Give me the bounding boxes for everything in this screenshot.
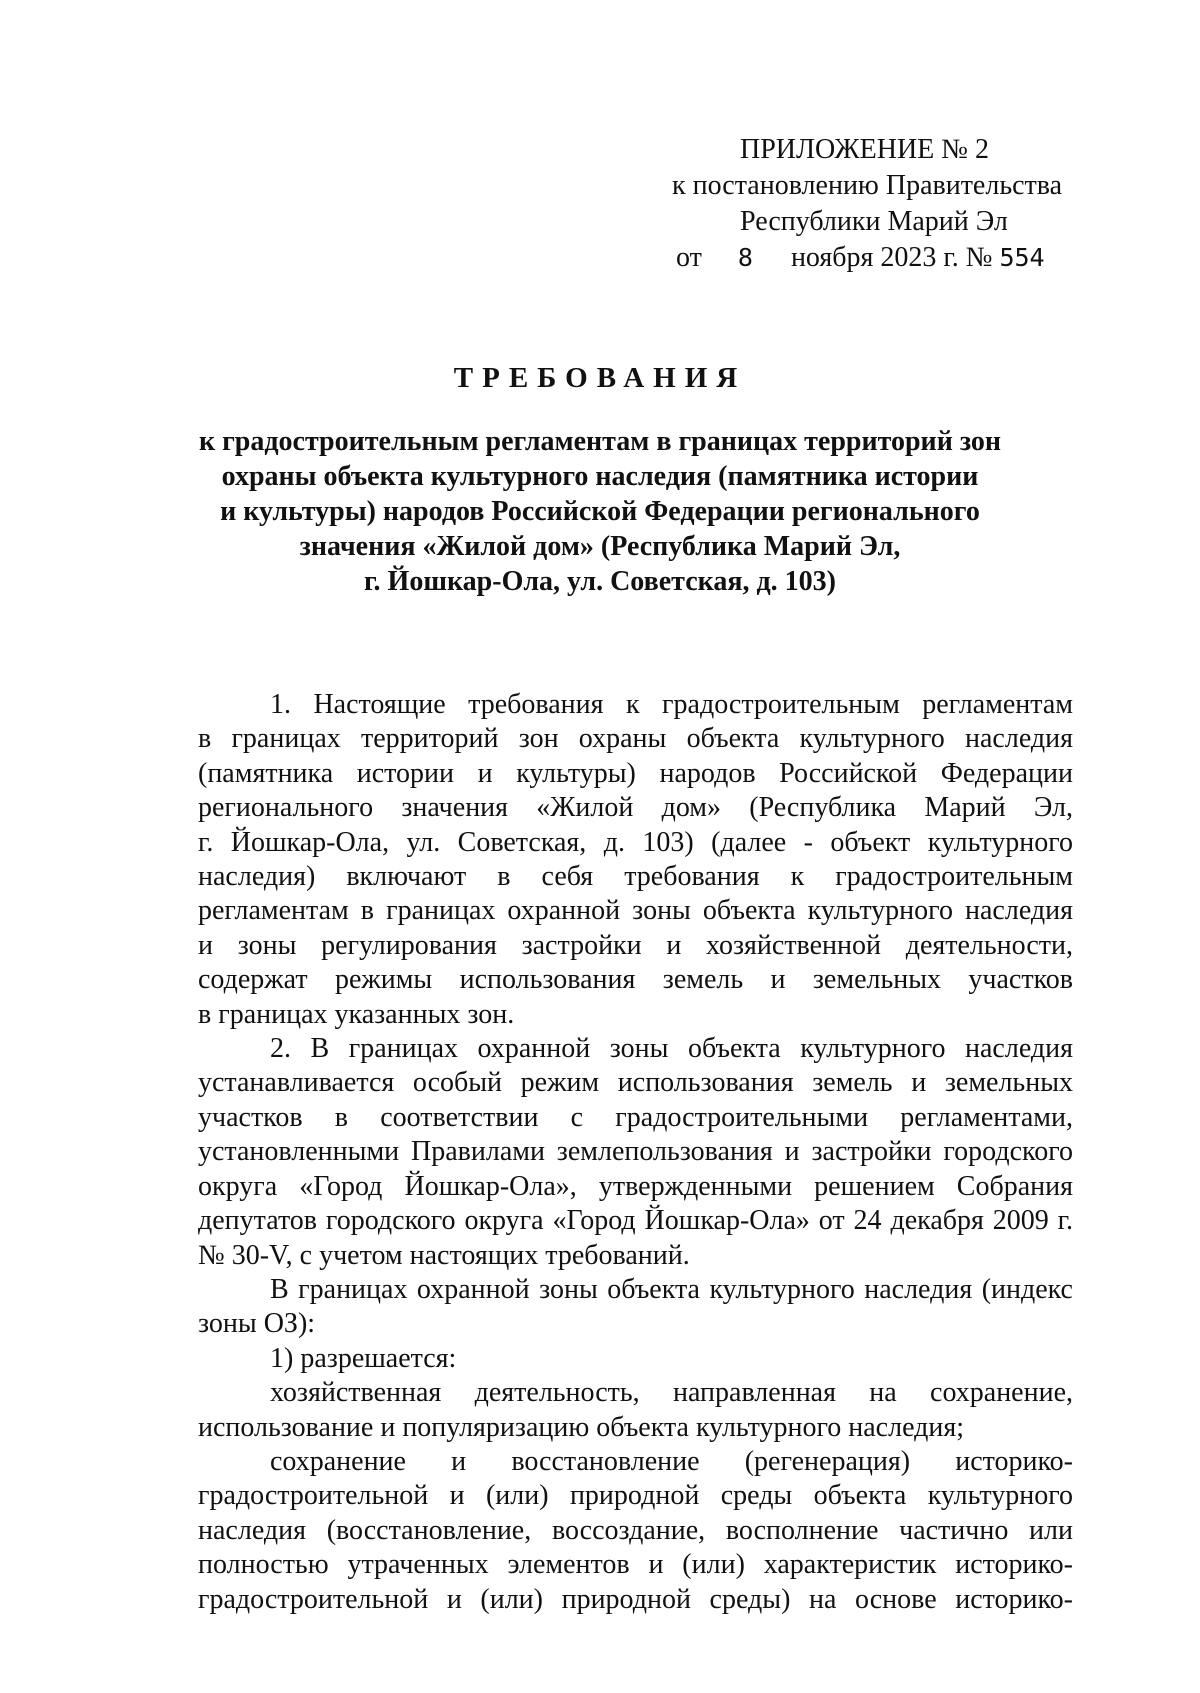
body-paragraph [198,1445,1073,1617]
paragraph-line: в границах указанных зон. [198,998,515,1030]
appendix-republic: Республики Марий Эл [740,206,1008,237]
date-day: 8 [737,243,753,272]
document-title: ТРЕБОВАНИЯ [453,362,747,394]
paragraph-line: регионального значения «Жилой дом» (Республика Марий Эл, [198,792,1073,824]
appendix-date-line [660,240,1080,276]
paragraph-line: регламентам в границах охранной зоны объекта культурного наследия [198,895,1073,927]
body-paragraph [198,1273,1073,1342]
document-body [198,688,1073,1617]
paragraph-line: сохранение и восстановление (регенерация) историко- [270,1445,1073,1477]
paragraph-line: устанавливается особый режим использования земель и земельных [198,1067,1073,1099]
paragraph-line: использование и популяризацию объекта культурного наследия; [198,1411,965,1443]
subtitle-line: и культуры) народов Российской Федерации регионального [220,496,980,527]
paragraph-line: 1) разрешается: [270,1342,457,1374]
appendix-number: ПРИЛОЖЕНИЕ № 2 [740,134,989,165]
paragraph-line: наследия (восстановление, воссоздание, восполнение частично или [198,1514,1073,1546]
body-paragraph [198,1032,1073,1273]
date-prefix: от [676,242,702,273]
paragraph-line: зоны ОЗ): [198,1308,316,1340]
paragraph-line: содержат режимы использования земель и земельных участков [198,964,1073,996]
appendix-resolution-ref: к постановлению Правительства [672,170,1063,201]
paragraph-line: градостроительной и (или) природной среды) на основе историко- [198,1583,1073,1615]
paragraph-line: г. Йошкар-Ола, ул. Советская, д. 103) (далее - объект культурного [198,826,1073,858]
body-paragraph [198,1376,1073,1445]
subtitle-line: значения «Жилой дом» (Республика Марий Эл, [299,531,901,562]
paragraph-line: и зоны регулирования застройки и хозяйственной деятельности, [198,929,1073,961]
subtitle-line: г. Йошкар-Ола, ул. Советская, д. 103) [363,566,837,597]
paragraph-line: (памятника истории и культуры) народов Российской Федерации [198,757,1073,789]
date-month-year: ноября 2023 г. № [790,242,993,273]
paragraph-line: установленными Правилами землепользования и застройки городского [198,1136,1073,1168]
paragraph-line: в границах территорий зон охраны объекта культурного наследия [198,723,1073,755]
paragraph-line: участков в соответствии с градостроительными регламентами, [198,1101,1073,1133]
subtitle-line: к градостроительным регламентам в границах территорий зон [198,426,1002,457]
paragraph-line: полностью утраченных элементов и (или) характеристик историко- [198,1549,1073,1581]
subtitle-line: охраны объекта культурного наследия (памятника истории [221,461,979,492]
paragraph-line: В границах охранной зоны объекта культурного наследия (индекс [270,1273,1073,1305]
paragraph-line: депутатов городского округа «Город Йошкар-Ола» от 24 декабря 2009 г. [198,1205,1073,1237]
appendix-header [660,132,1080,276]
body-paragraph [198,688,1073,1032]
paragraph-line: округа «Город Йошкар-Ола», утвержденными решением Собрания [198,1170,1073,1202]
paragraph-line: 2. В границах охранной зоны объекта культурного наследия [270,1033,1073,1065]
paragraph-line: наследия) включают в себя требования к градостроительным [198,861,1073,893]
body-paragraph [198,1342,1073,1376]
paragraph-line: 1. Настоящие требования к градостроительным регламентам [270,689,1073,720]
resolution-number: 554 [999,243,1045,272]
paragraph-line: хозяйственная деятельность, направленная на сохранение, [270,1377,1073,1409]
paragraph-line: № 30-V, с учетом настоящих требований. [198,1239,690,1271]
document-subtitle [180,424,1020,599]
paragraph-line: градостроительной и (или) природной среды объекта культурного [198,1480,1073,1512]
